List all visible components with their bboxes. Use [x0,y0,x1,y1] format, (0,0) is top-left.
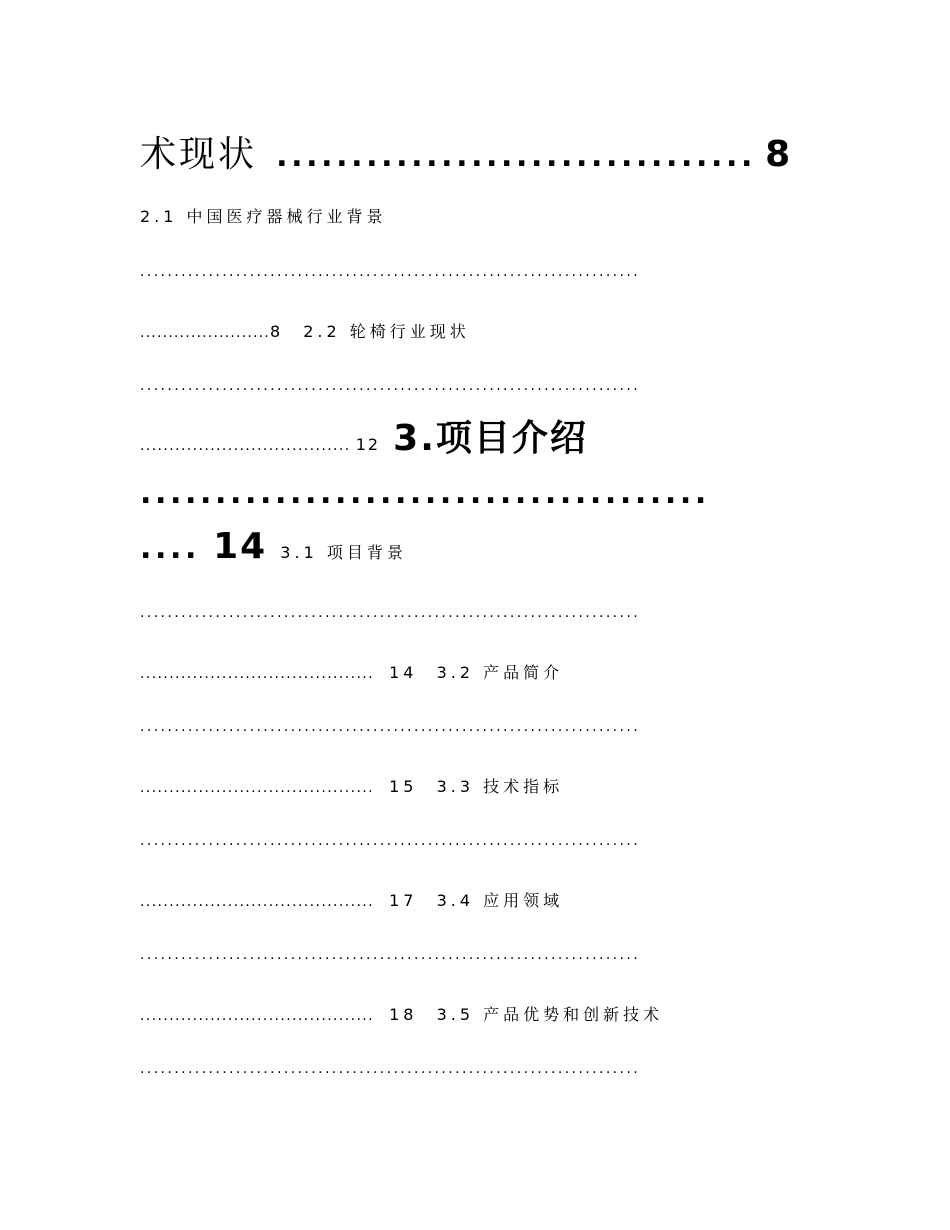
toc-leader-dots: ........................................ [140,894,375,910]
toc-leader-row: ......................................................................... [140,833,641,849]
toc-leader-row: ......................................................................... [140,947,641,963]
toc-entry-3-5: 3.5 产品优势和创新技术 [436,1005,664,1024]
toc-entry-2-2: 2.2 轮椅行业现状 [303,322,470,341]
toc-leader-row: ......................................................................... [140,605,641,621]
toc-page-number: 14 [213,526,268,567]
toc-line-page15[interactable] [140,774,808,797]
toc-leader-row: ......................................................................... [140,378,641,394]
toc-line-page12[interactable] [140,410,808,460]
toc-entry-3-4: 3.4 应用领域 [436,891,564,910]
toc-leader-dots: ........................................ [140,1008,375,1024]
toc-leader-dots: ................................ [276,139,756,174]
toc-page-number: 17 [389,891,418,910]
toc-entry-label: 2.1 中国医疗器械行业背景 [140,207,387,226]
toc-leader-dots: ........................................ [140,666,375,682]
toc-leader-row: ......................................................................... [140,719,641,735]
toc-line-page18[interactable] [140,1002,808,1025]
toc-page-number: 15 [389,777,418,796]
toc-line-page17[interactable] [140,888,808,911]
toc-entry-3-2: 3.2 产品简介 [436,663,564,682]
toc-page-number: 12 [355,435,381,454]
toc-leader-row: ......................................................................... [140,1061,641,1077]
toc-entry-3-3: 3.3 技术指标 [436,777,564,796]
toc-page-number: 14 [389,663,418,682]
toc-line-page14-heading[interactable] [140,526,808,570]
toc-leader-dots: .... [140,531,200,566]
toc-line-tech-status[interactable] [140,126,808,174]
toc-title: 术现状 [140,134,258,174]
toc-line-page14[interactable] [140,660,808,683]
toc-bold-leader-row: ...................................... [140,476,710,511]
toc-leader-dots: ....................... [140,325,270,341]
toc-page-number: 8 [765,134,793,174]
toc-page-number: 18 [389,1005,418,1024]
toc-section-3-heading: 3.项目介绍 [393,418,588,459]
toc-entry-3-1: 3.1 项目背景 [280,543,407,562]
toc-line-page8[interactable] [140,319,808,342]
toc-leader-dots: .................................... [140,438,351,454]
toc-leader-row: ......................................................................... [140,264,641,280]
toc-entry-2-1[interactable] [140,204,808,227]
toc-page-number: 8 [269,322,285,341]
toc-leader-dots: ........................................ [140,780,375,796]
